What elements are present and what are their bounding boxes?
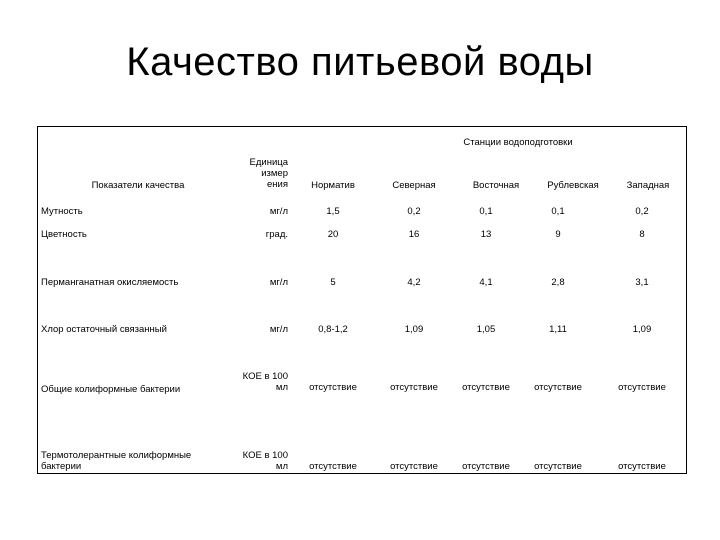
row-3-unit: мг/л — [269, 277, 288, 288]
row-1-indicator: Мутность — [41, 206, 83, 217]
row-4-value-2: 1,05 — [476, 324, 496, 335]
header-station-3: Рублевская — [547, 180, 599, 191]
stations-group-header: Станции водоподготовки — [463, 137, 573, 148]
row-6-unit: КОЕ в 100 мл — [242, 450, 288, 472]
row-4-unit: мг/л — [269, 324, 288, 335]
row-3-value-4: 3,1 — [635, 277, 649, 288]
row-4-indicator: Хлор остаточный связанный — [41, 324, 167, 335]
row-1-value-1: 0,2 — [407, 206, 421, 217]
row-1-norm: 1,5 — [326, 206, 340, 217]
row-1-value-3: 0,1 — [551, 206, 565, 217]
header-station-1: Северная — [392, 180, 436, 191]
row-5-value-2: отсутствие — [462, 382, 510, 393]
row-4-norm: 0,8-1,2 — [318, 324, 348, 335]
row-3-value-1: 4,2 — [407, 277, 421, 288]
row-2-norm: 20 — [327, 229, 339, 240]
row-6-value-4: отсутствие — [618, 461, 666, 472]
header-station-2: Восточная — [472, 180, 520, 191]
row-2-unit: град. — [265, 229, 288, 240]
row-4-value-1: 1,09 — [404, 324, 424, 335]
header-norm: Норматив — [311, 180, 355, 191]
row-2-value-4: 8 — [639, 229, 645, 240]
water-quality-table — [37, 126, 687, 474]
row-2-value-3: 9 — [555, 229, 561, 240]
row-4-value-4: 1,09 — [632, 324, 652, 335]
row-5-unit: КОЕ в 100 мл — [242, 371, 288, 393]
row-6-value-1: отсутствие — [390, 461, 438, 472]
header-indicator: Показатели качества — [91, 180, 185, 191]
row-5-value-1: отсутствие — [390, 382, 438, 393]
row-6-value-2: отсутствие — [462, 461, 510, 472]
page-title: Качество питьевой воды — [126, 40, 594, 84]
row-3-norm: 5 — [330, 277, 336, 288]
row-1-unit: мг/л — [269, 206, 288, 217]
header-unit: Единица измер ения — [249, 157, 288, 190]
row-5-indicator: Общие колиформные бактерии — [41, 384, 181, 395]
row-4-value-3: 1,11 — [549, 324, 567, 335]
row-5-value-3: отсутствие — [534, 382, 582, 393]
row-3-value-3: 2,8 — [551, 277, 565, 288]
row-5-value-4: отсутствие — [618, 382, 666, 393]
header-station-4: Западная — [626, 180, 670, 191]
row-3-value-2: 4,1 — [479, 277, 493, 288]
row-1-value-4: 0,2 — [635, 206, 649, 217]
row-6-norm: отсутствие — [309, 461, 357, 472]
row-2-value-2: 13 — [480, 229, 492, 240]
row-5-norm: отсутствие — [309, 382, 357, 393]
row-6-value-3: отсутствие — [534, 461, 582, 472]
row-3-indicator: Перманганатная окисляемость — [41, 277, 179, 288]
row-1-value-2: 0,1 — [479, 206, 493, 217]
row-6-indicator: Термотолерантные колиформные бактерии — [41, 450, 192, 472]
row-2-indicator: Цветность — [41, 229, 87, 240]
row-2-value-1: 16 — [408, 229, 420, 240]
